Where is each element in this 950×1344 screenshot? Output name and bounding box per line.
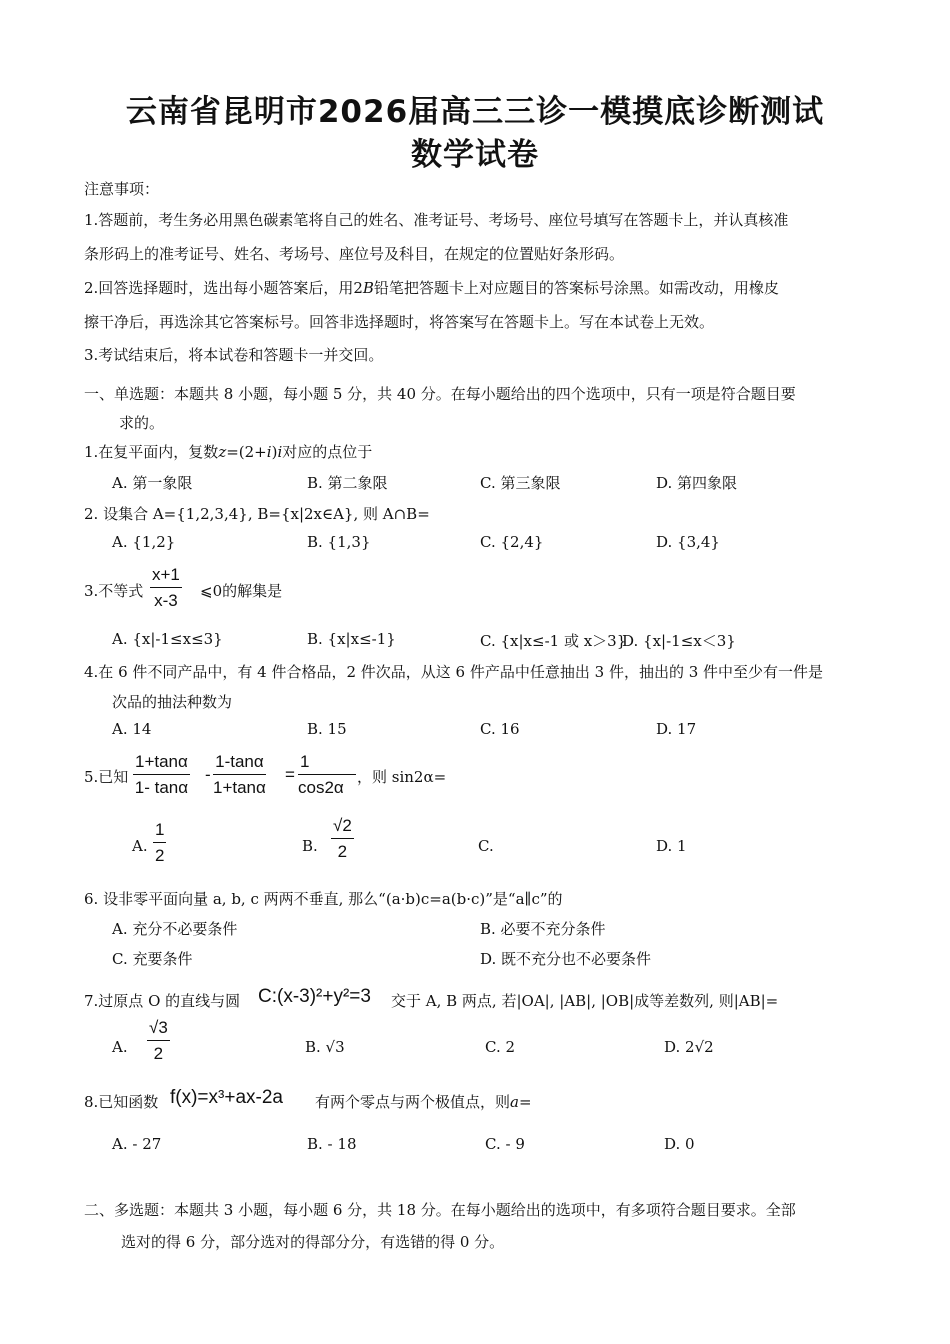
q7-option-c: C. 2 bbox=[485, 1038, 516, 1056]
q3-stem-a: 3.不等式 bbox=[84, 582, 144, 600]
q5-f3-num: 1 bbox=[298, 752, 356, 775]
q7-option-d: D. 2√2 bbox=[664, 1038, 714, 1056]
q5-option-b-fraction bbox=[331, 816, 354, 862]
q5-f3-den: cos2α bbox=[298, 778, 344, 797]
q1-stem-c: ) bbox=[271, 443, 278, 461]
q7-option-a-fraction bbox=[147, 1018, 170, 1064]
q3-option-c: C. {x|x≤-1 或 x＞3} bbox=[480, 632, 627, 650]
notice-item-3: 3.考试结束后，将本试卷和答题卡一并交回。 bbox=[84, 346, 384, 364]
q2-option-c: C. {2,4} bbox=[480, 533, 544, 551]
q3-option-b: B. {x|x≤-1} bbox=[307, 630, 396, 648]
q7-stem-b: 交于 A, B 两点, 若|OA|, |AB|, |OB|成等差数列, 则|AB|= bbox=[391, 992, 779, 1010]
q5-fraction-1 bbox=[133, 752, 190, 798]
q8-function: f(x)=x³+ax-2a bbox=[170, 1087, 283, 1108]
q7-stem-a: 7.过原点 O 的直线与圆 bbox=[84, 992, 241, 1010]
q5-minus: - bbox=[205, 765, 211, 784]
q5-stem-a: 5.已知 bbox=[84, 768, 129, 786]
notice-heading: 注意事项： bbox=[84, 180, 160, 198]
notice-item-2a bbox=[84, 277, 779, 298]
q5-option-a-label: A. bbox=[132, 837, 148, 855]
q5-b-num: √2 bbox=[331, 816, 354, 839]
q1-stem-b: =(2+ bbox=[226, 443, 267, 461]
q5-option-b-label: B. bbox=[302, 837, 318, 855]
q5-fraction-3 bbox=[298, 752, 356, 798]
q1-stem-i2: i bbox=[277, 443, 283, 461]
notice-item-2a-b: B bbox=[362, 279, 374, 297]
q7-a-den: 2 bbox=[153, 1044, 164, 1063]
q3-option-a: A. {x|-1≤x≤3} bbox=[112, 630, 223, 648]
notice-item-2a-rest: 铅笔把答题卡上对应题目的答案标号涂黑。如需改动，用橡皮 bbox=[373, 279, 779, 297]
q1-stem bbox=[84, 441, 372, 462]
section1-header-cont: 求的。 bbox=[119, 414, 165, 432]
q1-option-d: D. 第四象限 bbox=[656, 474, 738, 492]
q1-stem-d: 对应的点位于 bbox=[282, 443, 373, 461]
q1-option-a: A. 第一象限 bbox=[112, 474, 193, 492]
page-subtitle: 数学试卷 bbox=[411, 137, 539, 173]
q1-option-b: B. 第二象限 bbox=[307, 474, 388, 492]
q7-a-num: √3 bbox=[147, 1018, 170, 1041]
q6-option-b: B. 必要不充分条件 bbox=[480, 920, 606, 938]
q5-f1-den: 1- tanα bbox=[134, 778, 189, 797]
q4-option-b: B. 15 bbox=[307, 720, 347, 738]
q7-option-b: B. √3 bbox=[305, 1038, 345, 1056]
q5-option-d: D. 1 bbox=[656, 837, 687, 855]
q3-option-d: D. {x|-1≤x＜3} bbox=[622, 632, 736, 650]
q1-stem-a: 1.在复平面内，复数 bbox=[84, 443, 219, 461]
q5-option-c-label: C. bbox=[478, 837, 494, 855]
q5-a-num: 1 bbox=[153, 820, 166, 843]
q8-option-c: C. - 9 bbox=[485, 1135, 525, 1153]
page-title: 云南省昆明市2026届高三三诊一模摸底诊断测试 bbox=[125, 94, 825, 130]
q5-b-den: 2 bbox=[337, 842, 348, 861]
q2-option-a: A. {1,2} bbox=[112, 533, 176, 551]
q8-option-a: A. - 27 bbox=[112, 1135, 162, 1153]
section1-header: 一、单选题：本题共 8 小题，每小题 5 分，共 40 分。在每小题给出的四个选项中，只有一项是符合题目要 bbox=[84, 385, 796, 403]
q6-stem: 6. 设非零平面向量 a, b, c 两两不垂直, 那么“(a·b)c=a(b·c)”是“a∥c”的 bbox=[84, 890, 563, 908]
q8-option-b: B. - 18 bbox=[307, 1135, 357, 1153]
notice-item-2a-text: 2.回答选择题时，选出每小题答案后，用2 bbox=[84, 279, 363, 297]
q8-stem-a: 8.已知函数 bbox=[84, 1093, 159, 1111]
q4-stem-1: 4.在 6 件不同产品中，有 4 件合格品，2 件次品，从这 6 件产品中任意抽出 3 件，抽出的 3 件中至少有一件是 bbox=[84, 663, 824, 681]
q1-stem-z: z bbox=[218, 443, 227, 461]
q4-stem-2: 次品的抽法种数为 bbox=[112, 693, 233, 711]
q2-option-d: D. {3,4} bbox=[656, 533, 720, 551]
q2-option-b: B. {1,3} bbox=[307, 533, 371, 551]
q5-f2-num: 1-tanα bbox=[213, 752, 266, 775]
q5-fraction-2 bbox=[213, 752, 266, 798]
q4-option-d: D. 17 bbox=[656, 720, 697, 738]
q5-option-a-fraction bbox=[153, 820, 166, 866]
q7-circle-equation: C:(x-3)²+y²=3 bbox=[258, 986, 371, 1007]
section2-header: 二、多选题：本题共 3 小题，每小题 6 分，共 18 分。在每小题给出的选项中，有多项符合题目要求。全部 bbox=[84, 1201, 796, 1219]
q7-option-a-label: A. bbox=[112, 1038, 128, 1056]
q5-f1-num: 1+tanα bbox=[133, 752, 190, 775]
notice-item-1a: 1.答题前，考生务必用黑色碳素笔将自己的姓名、准考证号、考场号、座位号填写在答题卡上，并认真核准 bbox=[84, 211, 789, 229]
notice-item-2b: 擦干净后，再选涂其它答案标号。回答非选择题时，将答案写在答题卡上。写在本试卷上无效。 bbox=[84, 313, 715, 331]
q3-den: x-3 bbox=[154, 591, 178, 610]
q6-option-d: D. 既不充分也不必要条件 bbox=[480, 950, 652, 968]
q8-option-d: D. 0 bbox=[664, 1135, 695, 1153]
q6-option-a: A. 充分不必要条件 bbox=[112, 920, 238, 938]
q5-stem-b: ，则 sin2α= bbox=[357, 768, 447, 786]
q8-stem-a-var: a bbox=[510, 1093, 519, 1111]
q8-stem-b bbox=[315, 1091, 532, 1112]
q3-fraction bbox=[150, 565, 182, 611]
q3-stem-b: ⩽0的解集是 bbox=[200, 582, 283, 600]
q1-option-c: C. 第三象限 bbox=[480, 474, 561, 492]
section2-header-cont: 选对的得 6 分，部分选对的得部分分，有选错的得 0 分。 bbox=[121, 1233, 505, 1251]
notice-item-1b: 条形码上的准考证号、姓名、考场号、座位号及科目，在规定的位置贴好条形码。 bbox=[84, 245, 625, 263]
q5-a-den: 2 bbox=[155, 846, 165, 865]
q8-stem-b-text: 有两个零点与两个极值点，则 bbox=[315, 1093, 511, 1111]
q5-equals: = bbox=[285, 765, 295, 784]
q4-option-c: C. 16 bbox=[480, 720, 520, 738]
q6-option-c: C. 充要条件 bbox=[112, 950, 193, 968]
q4-option-a: A. 14 bbox=[112, 720, 152, 738]
q3-num: x+1 bbox=[150, 565, 182, 588]
q2-stem: 2. 设集合 A={1,2,3,4}, B={x|2x∈A}, 则 A∩B= bbox=[84, 505, 430, 523]
q5-f2-den: 1+tanα bbox=[213, 778, 266, 797]
q1-stem-i1: i bbox=[266, 443, 272, 461]
q8-stem-eq: = bbox=[518, 1093, 532, 1111]
